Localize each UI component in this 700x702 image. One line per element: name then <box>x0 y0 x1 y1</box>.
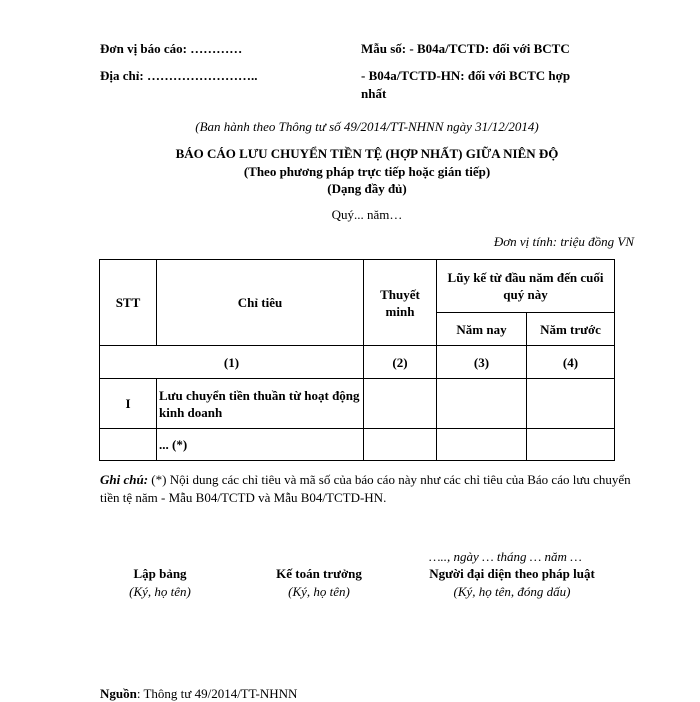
row-this-year <box>437 429 527 461</box>
index-cell-2: (2) <box>364 346 437 379</box>
reporting-unit-label: Đơn vị báo cáo: ………… <box>100 41 243 56</box>
table-row <box>100 379 615 429</box>
signature-title: Kế toán trưởng <box>276 566 362 581</box>
table-row <box>100 429 615 461</box>
signature-sub: (Ký, họ tên, đóng dấu) <box>453 584 571 599</box>
row-indicator: ... (*) <box>157 429 364 461</box>
signature-legal-rep <box>412 565 612 601</box>
report-form-type: (Dạng đầy đủ) <box>327 181 407 196</box>
source-label: Nguồn <box>100 686 137 701</box>
report-title: BÁO CÁO LƯU CHUYỂN TIỀN TỆ (HỢP NHẤT) GIỮA NIÊN ĐỘ <box>175 146 559 161</box>
note-text: (*) Nội dung các chỉ tiêu và mã số của báo cáo này như các chỉ tiêu của Báo cáo lưu chuyển tiền tệ năm - Mẫu B04/TCTD và Mẫu B04/TCTD-HN. <box>100 472 631 505</box>
header-last-year: Năm trước <box>527 313 615 346</box>
date-line: ….., ngày … tháng … năm … <box>429 549 582 564</box>
header-cumulative: Lũy kế từ đầu năm đến cuối quý này <box>437 260 615 313</box>
signature-title: Lập bảng <box>133 566 187 581</box>
header-note: Thuyết minh <box>364 260 437 346</box>
report-period: Quý... năm… <box>331 207 403 222</box>
index-cell-1: (1) <box>100 346 364 379</box>
form-number-line2: - B04a/TCTD-HN: đối với BCTC hợp <box>361 68 571 83</box>
form-number-line3: nhất <box>361 86 387 101</box>
signature-title: Người đại diện theo pháp luật <box>429 566 595 581</box>
row-indicator: Lưu chuyển tiền thuần từ hoạt động kinh doanh <box>157 379 364 429</box>
report-method: (Theo phương pháp trực tiếp hoặc gián tiếp) <box>243 164 491 179</box>
note-label: Ghi chú: <box>100 472 149 487</box>
form-number-line1: Mẫu số: - B04a/TCTD: đối với BCTC <box>361 41 570 56</box>
header-indicator: Chỉ tiêu <box>157 260 364 346</box>
row-note <box>364 379 437 429</box>
header-this-year: Năm nay <box>437 313 527 346</box>
note-paragraph <box>100 471 640 507</box>
signature-sub: (Ký, họ tên) <box>288 584 350 599</box>
row-stt <box>100 429 157 461</box>
issued-by-text: (Ban hành theo Thông tư số 49/2014/TT-NHNN ngày 31/12/2014) <box>195 119 539 134</box>
row-stt: I <box>100 379 157 429</box>
row-last-year <box>527 379 615 429</box>
address-label: Địa chỉ: …………………….. <box>100 68 258 83</box>
index-cell-3: (3) <box>437 346 527 379</box>
signature-sub: (Ký, họ tên) <box>129 584 191 599</box>
currency-unit: Đơn vị tính: triệu đồng VN <box>493 234 634 249</box>
row-this-year <box>437 379 527 429</box>
signature-chief-accountant <box>254 565 384 601</box>
source-text: : Thông tư 49/2014/TT-NHNN <box>136 686 298 701</box>
cash-flow-table <box>99 259 615 461</box>
index-cell-4: (4) <box>527 346 615 379</box>
row-note <box>364 429 437 461</box>
header-stt: STT <box>100 260 157 346</box>
row-last-year <box>527 429 615 461</box>
signature-preparer <box>100 565 220 601</box>
